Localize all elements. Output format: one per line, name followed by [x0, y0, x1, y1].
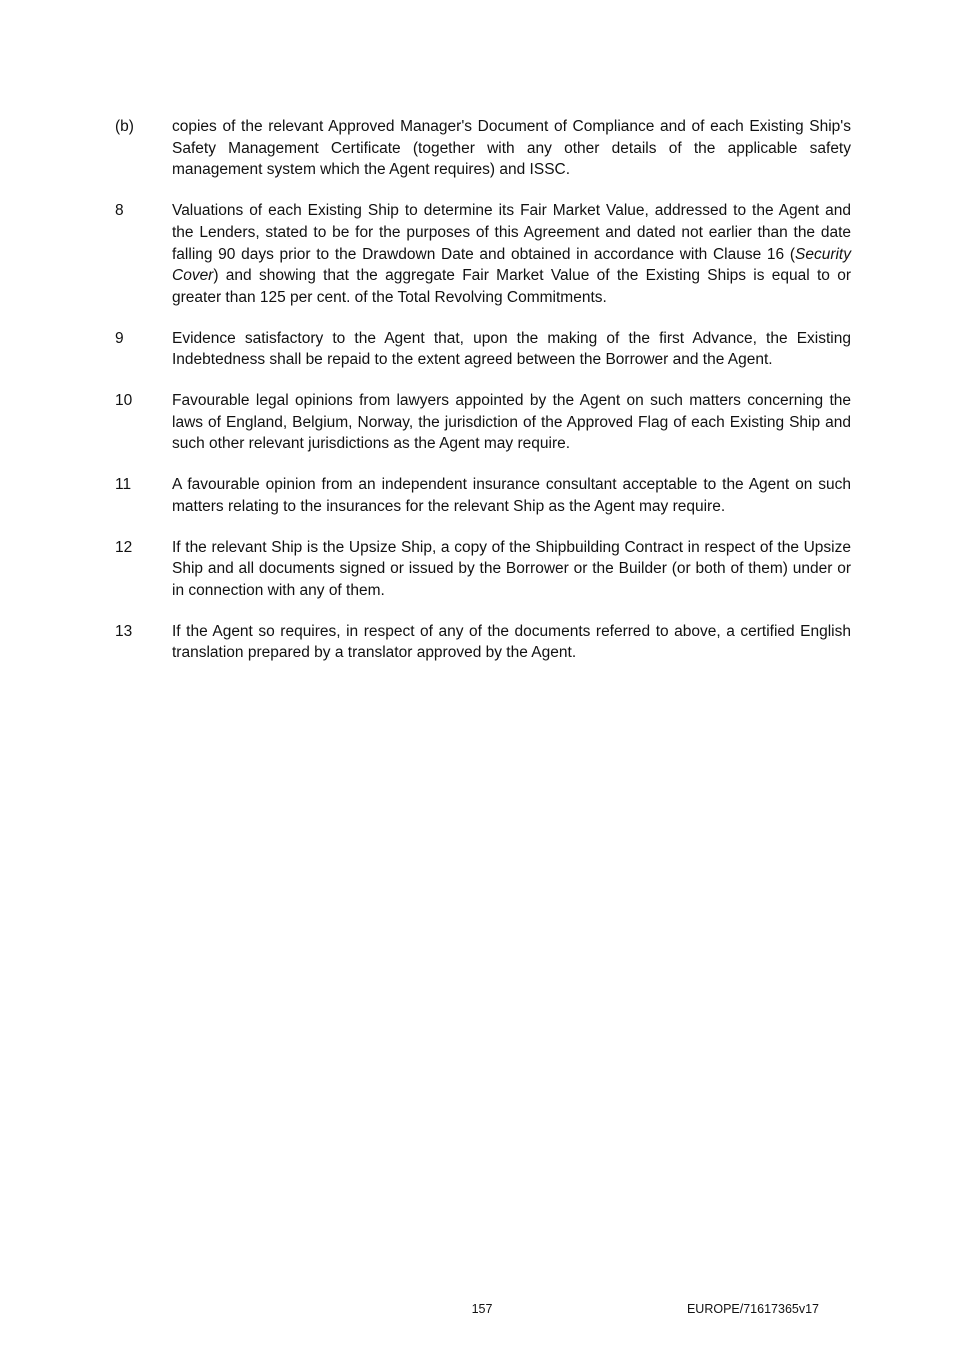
- clause-text-part: ) and showing that the aggregate Fair Market Value of the Existing Ships is equal to or greater than 125 per cent. of the Total Revolving Commitments.: [172, 267, 851, 306]
- clause-number: 8: [115, 202, 124, 220]
- clause-b: [115, 116, 851, 181]
- clause-text: Evidence satisfactory to the Agent that, upon the making of the first Advance, the Existing Indebtedness shall be repaid to the extent agreed between the Borrower and the Agent.: [172, 329, 851, 369]
- page-number: 157: [471, 1302, 493, 1316]
- clause-list: [115, 116, 851, 683]
- clause-text: If the relevant Ship is the Upsize Ship, a copy of the Shipbuilding Contract in respect of the Upsize Ship and all documents signed or issued by the Borrower or the Builder (or both of them) under or in connection with any of them.: [172, 538, 851, 599]
- clause-number: 10: [115, 392, 133, 410]
- clause-text: A favourable opinion from an independent insurance consultant acceptable to the Agent on such matters relating to the insurances for the relevant Ship as the Agent may require.: [172, 476, 851, 515]
- clause-text: [172, 200, 851, 309]
- clause-text-part: Valuations of each Existing Ship to determine its Fair Market Value, addressed to the Agent and the Lenders, stated to be for the purposes of this Agreement and dated not earlier than the date falling 90 days prior to the Drawdown Date and obtained in accordance with Clause 16 (: [172, 202, 851, 263]
- clause-9: [115, 328, 851, 371]
- clause-number: 9: [115, 329, 124, 347]
- clause-number: 12: [115, 538, 133, 556]
- document-reference: EUROPE/71617365v17: [686, 1302, 819, 1316]
- clause-text: Favourable legal opinions from lawyers appointed by the Agent on such matters concerning the laws of England, Belgium, Norway, the jurisdiction of the Approved Flag of each Existing Ship and such other relevant jurisdictions as the Agent may require.: [172, 392, 851, 453]
- clause-number: (b): [115, 118, 134, 135]
- clause-10: [115, 390, 851, 455]
- clause-11: [115, 474, 851, 517]
- clause-text: copies of the relevant Approved Manager's Document of Compliance and of each Existing Ship's Safety Management Certificate (together with any other details of the applicable safety management system which the Agent requires) and ISSC.: [172, 118, 851, 179]
- clause-text: If the Agent so requires, in respect of any of the documents referred to above, a certified English translation prepared by a translator approved by the Agent.: [172, 622, 851, 662]
- clause-number: 11: [115, 476, 132, 494]
- clause-number: 13: [115, 622, 133, 640]
- clause-reference-italic: Security Cover: [172, 245, 851, 285]
- clause-8: [115, 200, 851, 309]
- clause-12: [115, 537, 851, 602]
- clause-13: [115, 621, 851, 664]
